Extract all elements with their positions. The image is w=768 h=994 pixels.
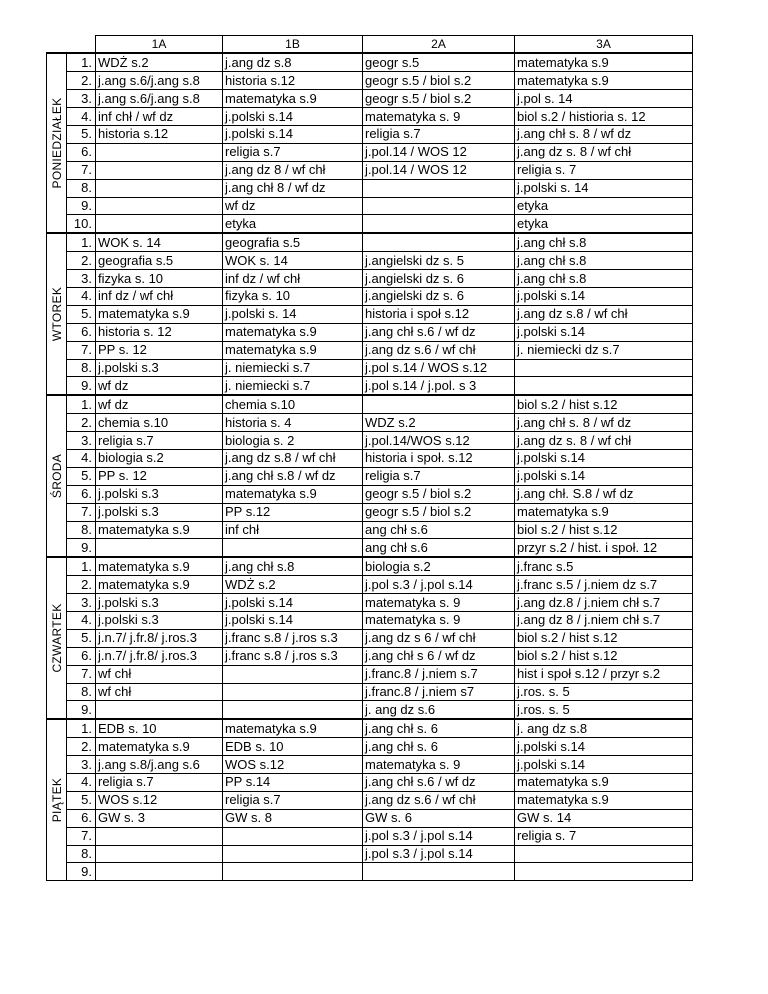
lesson-cell	[223, 863, 363, 881]
lesson-cell: matematyka s.9	[515, 774, 693, 792]
lesson-cell: j.ang chł s.8	[515, 233, 693, 251]
lesson-cell: j.franc s.8 / j.ros s.3	[223, 629, 363, 647]
lesson-row	[47, 485, 693, 503]
lesson-row	[47, 72, 693, 90]
lesson-number: 1.	[67, 557, 96, 575]
lesson-cell: j.ang dz s.8 / wf chł	[223, 449, 363, 467]
lesson-row	[47, 719, 693, 737]
lesson-cell: chemia s.10	[96, 414, 223, 432]
lesson-row	[47, 252, 693, 270]
lesson-cell: j.polski s.3	[96, 359, 223, 377]
lesson-cell: j.angielski dz s. 6	[363, 287, 515, 305]
lesson-number: 7.	[67, 503, 96, 521]
lesson-number: 3.	[67, 594, 96, 612]
lesson-cell: matematyka s.9	[223, 719, 363, 737]
lesson-cell: religia s.7	[96, 432, 223, 450]
lesson-cell: j.ang chł s.8	[223, 557, 363, 575]
lesson-cell: j.pol s.3 / j.pol s.14	[363, 845, 515, 863]
lesson-cell: j.ang s.6/j.ang s.8	[96, 72, 223, 90]
lesson-cell: j.ros. s. 5	[515, 701, 693, 719]
lesson-row	[47, 701, 693, 719]
lesson-cell: geogr s.5	[363, 53, 515, 71]
lesson-cell	[515, 377, 693, 395]
lesson-cell	[363, 863, 515, 881]
lesson-cell: j.polski s.14	[515, 738, 693, 756]
lesson-cell: inf chł / wf dz	[96, 108, 223, 126]
lesson-cell: biol s.2 / hist s.12	[515, 629, 693, 647]
lesson-cell: WDŻ s.2	[223, 576, 363, 594]
lesson-cell: j.ang dz s. 8 / wf chł	[515, 432, 693, 450]
lesson-cell: religia s. 7	[515, 161, 693, 179]
lesson-cell: wf chł	[96, 683, 223, 701]
lesson-cell: matematyka s.9	[223, 323, 363, 341]
lesson-row	[47, 414, 693, 432]
lesson-number: 9.	[67, 701, 96, 719]
lesson-cell	[363, 215, 515, 233]
lesson-cell: inf chł	[223, 521, 363, 539]
lesson-cell	[223, 683, 363, 701]
lesson-number: 6.	[67, 809, 96, 827]
lesson-cell: fizyka s. 10	[223, 287, 363, 305]
header-row	[47, 36, 693, 54]
lesson-cell: j.polski s.14	[515, 756, 693, 774]
lesson-number: 6.	[67, 647, 96, 665]
lesson-cell: j.franc s.5	[515, 557, 693, 575]
lesson-cell	[515, 863, 693, 881]
lesson-cell: j.n.7/ j.fr.8/ j.ros.3	[96, 629, 223, 647]
lesson-number: 9.	[67, 539, 96, 557]
lesson-row	[47, 863, 693, 881]
lesson-cell: j. niemiecki dz s.7	[515, 341, 693, 359]
class-header: 3A	[515, 36, 693, 54]
lesson-number: 7.	[67, 665, 96, 683]
class-header: 1A	[96, 36, 223, 54]
day-label-cell	[47, 233, 67, 395]
lesson-cell: j.polski s.14	[223, 612, 363, 630]
lesson-row	[47, 53, 693, 71]
lesson-cell: j.franc s.5 / j.niem dz s.7	[515, 576, 693, 594]
lesson-cell: j.pol s.3 / j.pol s.14	[363, 576, 515, 594]
lesson-row	[47, 683, 693, 701]
lesson-cell	[96, 863, 223, 881]
lesson-cell: j.pol s.3 / j.pol s.14	[363, 827, 515, 845]
lesson-cell: GW s. 8	[223, 809, 363, 827]
lesson-cell: j.ang chł s. 6	[363, 738, 515, 756]
lesson-number: 3.	[67, 432, 96, 450]
lesson-number: 7.	[67, 341, 96, 359]
lesson-cell: PP s.12	[223, 503, 363, 521]
day-label: ŚRODA	[49, 454, 64, 499]
lesson-number: 7.	[67, 161, 96, 179]
lesson-number: 8.	[67, 179, 96, 197]
lesson-number: 3.	[67, 270, 96, 288]
lesson-number: 6.	[67, 485, 96, 503]
lesson-row	[47, 539, 693, 557]
lesson-cell	[363, 395, 515, 413]
lesson-number: 1.	[67, 395, 96, 413]
lesson-cell: religia s.7	[223, 143, 363, 161]
lesson-cell: wf dz	[96, 395, 223, 413]
lesson-cell: matematyka s.9	[223, 485, 363, 503]
lesson-cell: matematyka s.9	[223, 341, 363, 359]
lesson-cell: j.franc s.8 / j.ros s.3	[223, 647, 363, 665]
lesson-cell	[223, 845, 363, 863]
lesson-row	[47, 341, 693, 359]
lesson-cell: wf chł	[96, 665, 223, 683]
day-label-cell	[47, 719, 67, 881]
lesson-cell: biologia s. 2	[223, 432, 363, 450]
lesson-cell: GW s. 3	[96, 809, 223, 827]
lesson-cell: matematyka s.9	[515, 791, 693, 809]
lesson-cell: j.n.7/ j.fr.8/ j.ros.3	[96, 647, 223, 665]
lesson-cell: ang chł s.6	[363, 521, 515, 539]
lesson-cell: GW s. 14	[515, 809, 693, 827]
lesson-cell: WDŻ s.2	[96, 53, 223, 71]
lesson-cell: j. niemiecki s.7	[223, 359, 363, 377]
lesson-cell: religia s.7	[363, 467, 515, 485]
lesson-cell: j.ang dz s. 8 / wf chł	[515, 143, 693, 161]
lesson-row	[47, 845, 693, 863]
lesson-cell: WDZ s.2	[363, 414, 515, 432]
lesson-cell: religia s.7	[363, 125, 515, 143]
lesson-cell: j.angielski dz s. 5	[363, 252, 515, 270]
lesson-cell: wf dz	[96, 377, 223, 395]
lesson-cell	[96, 197, 223, 215]
lesson-cell	[223, 539, 363, 557]
lesson-cell: matematyka s.9	[96, 576, 223, 594]
lesson-row	[47, 270, 693, 288]
lesson-cell: j.ang dz 8 / wf chł	[223, 161, 363, 179]
lesson-cell	[96, 539, 223, 557]
lesson-row	[47, 108, 693, 126]
class-header: 2A	[363, 36, 515, 54]
lesson-cell: matematyka s.9	[96, 305, 223, 323]
lesson-number: 5.	[67, 467, 96, 485]
header-blank	[47, 36, 67, 54]
lesson-row	[47, 503, 693, 521]
lesson-row	[47, 576, 693, 594]
lesson-cell: matematyka s.9	[96, 557, 223, 575]
lesson-cell: j.ang dz.8 / j.niem chł s.7	[515, 594, 693, 612]
lesson-cell: historia i społ s.12	[363, 305, 515, 323]
lesson-cell: j.pol.14/WOS s.12	[363, 432, 515, 450]
lesson-number: 6.	[67, 143, 96, 161]
lesson-cell	[96, 161, 223, 179]
lesson-cell: geogr s.5 / biol s.2	[363, 72, 515, 90]
day-label: CZWARTEK	[49, 603, 64, 673]
lesson-cell: PP s. 12	[96, 467, 223, 485]
lesson-cell: inf dz / wf chł	[223, 270, 363, 288]
lesson-row	[47, 467, 693, 485]
lesson-cell: j.polski s. 14	[223, 305, 363, 323]
lesson-number: 3.	[67, 756, 96, 774]
lesson-number: 6.	[67, 323, 96, 341]
lesson-number: 8.	[67, 359, 96, 377]
lesson-cell: EDB s. 10	[223, 738, 363, 756]
lesson-cell: WOS s.12	[96, 791, 223, 809]
lesson-number: 4.	[67, 287, 96, 305]
lesson-cell: matematyka s. 9	[363, 594, 515, 612]
lesson-cell: ang chł s.6	[363, 539, 515, 557]
lesson-number: 2.	[67, 576, 96, 594]
lesson-row	[47, 197, 693, 215]
lesson-cell: j.polski s. 14	[515, 179, 693, 197]
lesson-number: 1.	[67, 53, 96, 71]
lesson-cell: matematyka s.9	[96, 521, 223, 539]
lesson-cell: j.ang chł s.6 / wf dz	[363, 774, 515, 792]
day-label-cell	[47, 557, 67, 719]
lesson-row	[47, 521, 693, 539]
lesson-number: 1.	[67, 719, 96, 737]
lesson-cell: j.ang s.8/j.ang s.6	[96, 756, 223, 774]
lesson-cell: historia s.12	[96, 125, 223, 143]
lesson-cell: biol s.2 / hist s.12	[515, 521, 693, 539]
lesson-row	[47, 629, 693, 647]
lesson-cell: j.ang chł s.8 / wf dz	[223, 467, 363, 485]
lesson-cell: biol s.2 / hist s.12	[515, 395, 693, 413]
lesson-row	[47, 594, 693, 612]
lesson-cell: geogr s.5 / biol s.2	[363, 90, 515, 108]
lesson-number: 5.	[67, 125, 96, 143]
lesson-cell	[223, 827, 363, 845]
lesson-cell: j.polski s.14	[223, 125, 363, 143]
lesson-cell: fizyka s. 10	[96, 270, 223, 288]
lesson-cell: WOK s. 14	[96, 233, 223, 251]
lesson-number: 8.	[67, 683, 96, 701]
lesson-row	[47, 323, 693, 341]
lesson-cell: PP s. 12	[96, 341, 223, 359]
lesson-number: 4.	[67, 774, 96, 792]
lesson-cell: j.pol s.14 / j.pol. s 3	[363, 377, 515, 395]
lesson-number: 5.	[67, 629, 96, 647]
lesson-number: 5.	[67, 791, 96, 809]
lesson-cell: WOK s. 14	[223, 252, 363, 270]
lesson-cell	[363, 179, 515, 197]
lesson-row	[47, 827, 693, 845]
day-label: WTOREK	[49, 287, 64, 342]
lesson-row	[47, 377, 693, 395]
lesson-cell: WOS s.12	[223, 756, 363, 774]
lesson-cell: j.polski s.14	[515, 323, 693, 341]
lesson-row	[47, 665, 693, 683]
timetable	[46, 35, 693, 881]
lesson-cell: chemia s.10	[223, 395, 363, 413]
lesson-cell: historia s. 12	[96, 323, 223, 341]
lesson-cell: j.pol.14 / WOS 12	[363, 143, 515, 161]
lesson-number: 2.	[67, 414, 96, 432]
lesson-cell: religia s.7	[223, 791, 363, 809]
lesson-row	[47, 305, 693, 323]
lesson-cell: j.polski s.14	[515, 449, 693, 467]
lesson-cell: przyr s.2 / hist. i społ. 12	[515, 539, 693, 557]
lesson-cell: j.ang dz s.6 / wf chł	[363, 341, 515, 359]
lesson-number: 4.	[67, 612, 96, 630]
lesson-row	[47, 756, 693, 774]
lesson-cell: j.polski s.3	[96, 612, 223, 630]
lesson-cell: wf dz	[223, 197, 363, 215]
lesson-cell: j.ang chł s.8	[515, 252, 693, 270]
timetable-grid	[46, 35, 693, 881]
lesson-row	[47, 161, 693, 179]
lesson-cell: j.polski s.3	[96, 594, 223, 612]
lesson-cell: j.polski s.14	[223, 594, 363, 612]
lesson-row	[47, 612, 693, 630]
lesson-cell: j.ros. s. 5	[515, 683, 693, 701]
lesson-cell: j.pol s. 14	[515, 90, 693, 108]
lesson-row	[47, 125, 693, 143]
lesson-number: 8.	[67, 521, 96, 539]
lesson-row	[47, 287, 693, 305]
lesson-cell: j.ang chł s 6 / wf dz	[363, 647, 515, 665]
lesson-number: 4.	[67, 449, 96, 467]
lesson-cell: GW s. 6	[363, 809, 515, 827]
lesson-cell	[96, 845, 223, 863]
lesson-row	[47, 90, 693, 108]
lesson-cell: j.ang dz s.8	[223, 53, 363, 71]
day-label-cell	[47, 53, 67, 233]
lesson-cell: geogr s.5 / biol s.2	[363, 503, 515, 521]
lesson-number: 4.	[67, 108, 96, 126]
lesson-cell	[223, 701, 363, 719]
lesson-cell: j.ang chł s.6 / wf dz	[363, 323, 515, 341]
lesson-number: 2.	[67, 252, 96, 270]
lesson-cell: j.ang chł 8 / wf dz	[223, 179, 363, 197]
lesson-row	[47, 179, 693, 197]
class-header: 1B	[223, 36, 363, 54]
lesson-number: 9.	[67, 197, 96, 215]
lesson-cell: matematyka s.9	[96, 738, 223, 756]
lesson-cell: j.polski s.3	[96, 485, 223, 503]
lesson-row	[47, 774, 693, 792]
lesson-row	[47, 215, 693, 233]
lesson-row	[47, 432, 693, 450]
lesson-cell: hist i społ s.12 / przyr s.2	[515, 665, 693, 683]
lesson-row	[47, 395, 693, 413]
lesson-cell	[96, 215, 223, 233]
lesson-cell: j.ang chł s.8	[515, 270, 693, 288]
lesson-cell: geografia s.5	[96, 252, 223, 270]
lesson-cell	[363, 233, 515, 251]
lesson-cell	[96, 827, 223, 845]
lesson-cell: matematyka s.9	[223, 90, 363, 108]
lesson-number: 9.	[67, 377, 96, 395]
lesson-cell: etyka	[515, 197, 693, 215]
lesson-cell: historia s.12	[223, 72, 363, 90]
lesson-cell: matematyka s.9	[515, 503, 693, 521]
lesson-cell: j.ang dz s 6 / wf chł	[363, 629, 515, 647]
lesson-cell: inf dz / wf chł	[96, 287, 223, 305]
lesson-cell: matematyka s.9	[515, 53, 693, 71]
lesson-row	[47, 791, 693, 809]
lesson-number: 10.	[67, 215, 96, 233]
lesson-cell	[515, 359, 693, 377]
lesson-cell: j.ang chł s. 8 / wf dz	[515, 125, 693, 143]
lesson-cell: EDB s. 10	[96, 719, 223, 737]
lesson-number: 3.	[67, 90, 96, 108]
lesson-cell: j.ang dz 8 / j.niem chł s.7	[515, 612, 693, 630]
lesson-number: 7.	[67, 827, 96, 845]
lesson-cell: biologia s.2	[363, 557, 515, 575]
lesson-cell	[96, 701, 223, 719]
lesson-cell: j. ang dz s.6	[363, 701, 515, 719]
lesson-number: 2.	[67, 738, 96, 756]
lesson-row	[47, 143, 693, 161]
lesson-cell: j.ang chł. S.8 / wf dz	[515, 485, 693, 503]
lesson-cell: historia s. 4	[223, 414, 363, 432]
lesson-cell: matematyka s. 9	[363, 108, 515, 126]
lesson-cell: j.polski s.14	[515, 287, 693, 305]
lesson-cell: matematyka s. 9	[363, 612, 515, 630]
day-label-cell	[47, 395, 67, 557]
lesson-cell	[515, 845, 693, 863]
lesson-row	[47, 359, 693, 377]
lesson-cell: geografia s.5	[223, 233, 363, 251]
lesson-number: 9.	[67, 863, 96, 881]
lesson-row	[47, 809, 693, 827]
lesson-cell: religia s. 7	[515, 827, 693, 845]
lesson-cell: j.ang s.6/j.ang s.8	[96, 90, 223, 108]
lesson-number: 5.	[67, 305, 96, 323]
lesson-cell: historia i społ. s.12	[363, 449, 515, 467]
lesson-cell: j.pol.14 / WOS 12	[363, 161, 515, 179]
lesson-cell: j.ang chł s. 6	[363, 719, 515, 737]
lesson-cell: j.angielski dz s. 6	[363, 270, 515, 288]
lesson-cell: biol s.2 / hist s.12	[515, 647, 693, 665]
lesson-cell: j.polski s.3	[96, 503, 223, 521]
lesson-cell	[96, 143, 223, 161]
lesson-cell	[223, 665, 363, 683]
lesson-cell: j.polski s.14	[515, 467, 693, 485]
lesson-number: 8.	[67, 845, 96, 863]
lesson-cell	[96, 179, 223, 197]
lesson-cell: j.ang dz s.6 / wf chł	[363, 791, 515, 809]
lesson-row	[47, 557, 693, 575]
lesson-cell: j.pol s.14 / WOS s.12	[363, 359, 515, 377]
lesson-row	[47, 738, 693, 756]
lesson-cell: j.ang chł s. 8 / wf dz	[515, 414, 693, 432]
lesson-cell: PP s.14	[223, 774, 363, 792]
lesson-row	[47, 233, 693, 251]
lesson-cell: etyka	[223, 215, 363, 233]
lesson-row	[47, 449, 693, 467]
lesson-cell	[363, 197, 515, 215]
day-label: PONIEDZIAŁEK	[49, 97, 64, 189]
lesson-row	[47, 647, 693, 665]
lesson-cell: biologia s.2	[96, 449, 223, 467]
lesson-cell: j.polski s.14	[223, 108, 363, 126]
lesson-cell: j.franc.8 / j.niem s.7	[363, 665, 515, 683]
lesson-cell: j.franc.8 / j.niem s7	[363, 683, 515, 701]
lesson-cell: j. ang dz s.8	[515, 719, 693, 737]
lesson-cell: matematyka s.9	[515, 72, 693, 90]
lesson-cell: biol s.2 / histioria s. 12	[515, 108, 693, 126]
lesson-cell: j. niemiecki s.7	[223, 377, 363, 395]
lesson-cell: religia s.7	[96, 774, 223, 792]
header-blank	[67, 36, 96, 54]
lesson-cell: j.ang dz s.8 / wf chł	[515, 305, 693, 323]
lesson-cell: etyka	[515, 215, 693, 233]
lesson-number: 1.	[67, 233, 96, 251]
lesson-number: 2.	[67, 72, 96, 90]
lesson-cell: matematyka s. 9	[363, 756, 515, 774]
day-label: PIĄTEK	[49, 778, 64, 823]
lesson-cell: geogr s.5 / biol s.2	[363, 485, 515, 503]
